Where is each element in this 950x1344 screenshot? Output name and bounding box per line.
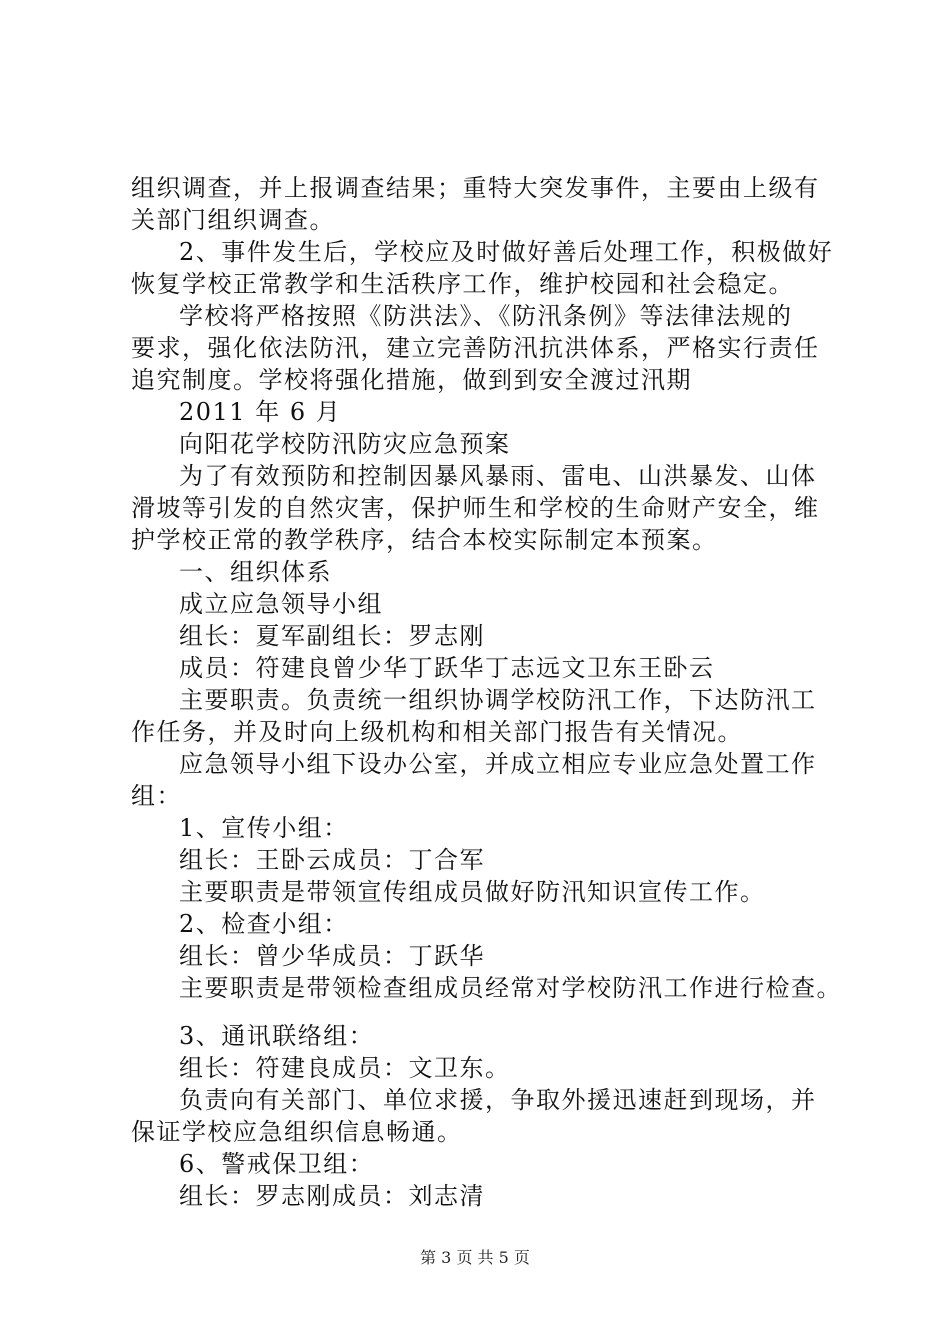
body-line: 应急领导小组下设办公室，并成立相应专业应急处置工作: [179, 750, 817, 778]
body-line: 主要职责是带领检查组成员经常对学校防汛工作进行检查。: [179, 974, 842, 1002]
subsection-heading: 6、警戒保卫组：: [179, 1150, 375, 1178]
body-line: 为了有效预防和控制因暴风暴雨、雷电、山洪暴发、山体: [179, 462, 817, 490]
body-line: 组长：王卧云成员：丁合军: [179, 846, 485, 874]
section-heading: 一、组织体系: [179, 558, 332, 586]
body-line: 保证学校应急组织信息畅通。: [131, 1118, 463, 1146]
body-line: 组长：曾少华成员：丁跃华: [179, 942, 485, 970]
body-line: 要求，强化依法防汛，建立完善防汛抗洪体系，严格实行责任: [131, 334, 820, 362]
body-line: 学校将严格按照《防洪法》、《防汛条例》等法律法规的: [179, 302, 793, 330]
body-line: 组长：夏军副组长：罗志刚: [179, 622, 485, 650]
body-line: 主要职责。负责统一组织协调学校防汛工作，下达防汛工: [179, 686, 817, 714]
body-line: 作任务，并及时向上级机构和相关部门报告有关情况。: [131, 718, 743, 746]
date-line: 2011 年 6 月: [179, 398, 342, 426]
body-line: 成员：符建良曾少华丁跃华丁志远文卫东王卧云: [179, 654, 715, 682]
body-line: 组：: [131, 782, 182, 810]
body-line: 组长：罗志刚成员：刘志清: [179, 1182, 485, 1210]
body-line: 组织调查，并上报调查结果；重特大突发事件，主要由上级有: [131, 174, 820, 202]
body-line: 护学校正常的教学秩序，结合本校实际制定本预案。: [131, 526, 718, 554]
body-line: 滑坡等引发的自然灾害，保护师生和学校的生命财产安全，维: [131, 494, 820, 522]
body-line: 2、事件发生后，学校应及时做好善后处理工作，积极做好: [179, 238, 834, 266]
body-line: 关部门组织调查。: [131, 206, 335, 234]
body-line: 追究制度。学校将强化措施，做到到安全渡过汛期: [131, 366, 692, 394]
document-title: 向阳花学校防汛防灾应急预案: [179, 430, 511, 458]
body-line: 组长：符建良成员：文卫东。: [179, 1054, 511, 1082]
subsection-heading: 2、检查小组：: [179, 910, 349, 938]
paragraph-gap: [131, 1004, 831, 1020]
body-line: 成立应急领导小组: [179, 590, 383, 618]
subsection-heading: 1、宣传小组：: [179, 814, 349, 842]
document-body: [131, 172, 842, 1212]
body-line: 恢复学校正常教学和生活秩序工作，维护校园和社会稳定。: [131, 270, 794, 298]
body-line: 负责向有关部门、单位求援，争取外援迅速赶到现场，并: [179, 1086, 817, 1114]
subsection-heading: 3、通讯联络组：: [179, 1022, 375, 1050]
page-number: 第 3 页 共 5 页: [420, 1248, 530, 1267]
body-line: 主要职责是带领宣传组成员做好防汛知识宣传工作。: [179, 878, 766, 906]
